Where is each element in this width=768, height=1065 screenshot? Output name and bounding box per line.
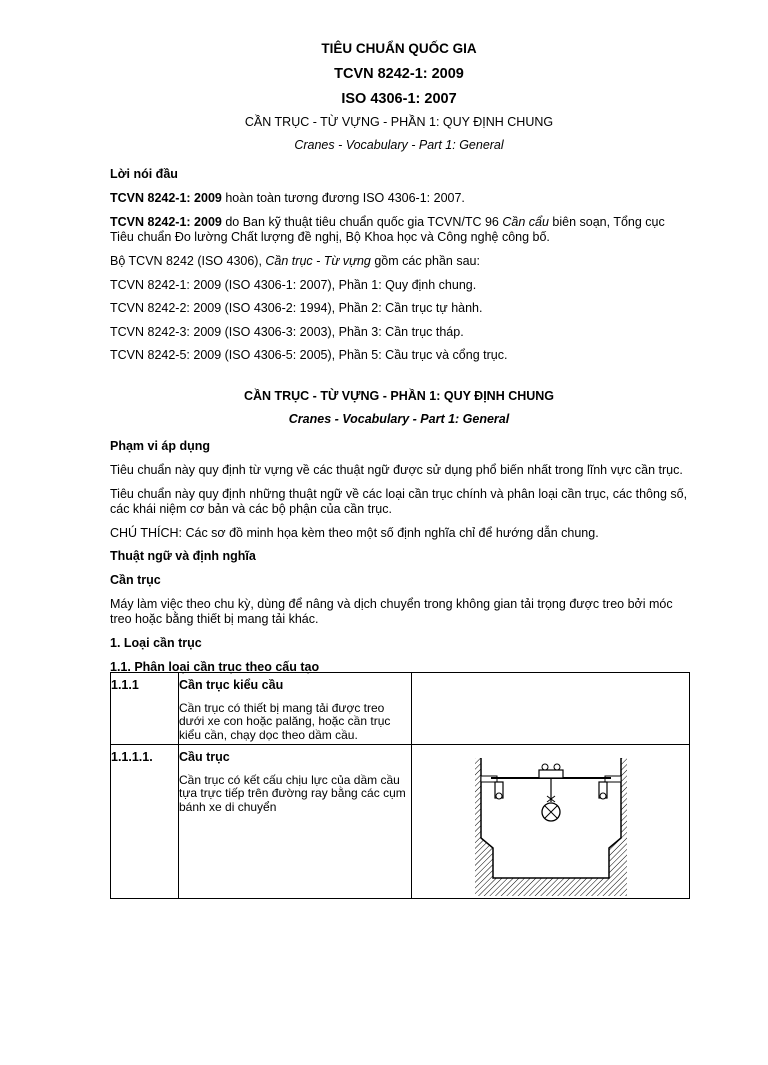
scope-paragraph-2: Tiêu chuẩn này quy định những thuật ngữ về các loại cần trục chính và phân loại cần trục, các thông số, các khái niệm cơ bản và các bộ phận của cần trục.	[110, 486, 688, 517]
foreword-paragraph-2	[110, 215, 688, 246]
section-title: CẦN TRỤC - TỪ VỰNG - PHẦN 1: QUY ĐỊNH CHUNG	[243, 389, 555, 403]
part-list-item: TCVN 8242-1: 2009 (ISO 4306-1: 2007), Phần 1: Quy định chung.	[110, 277, 477, 292]
scope-heading: Phạm vi áp dụng	[110, 439, 211, 454]
iso-code: ISO 4306-1: 2007	[341, 91, 457, 107]
foreword-p3-rest: gồm các phần sau:	[370, 253, 480, 268]
foreword-p1-text: hoàn toàn tương đương ISO 4306-1: 2007.	[221, 191, 465, 205]
term-name: Cầu trục	[179, 750, 230, 764]
standard-type-title: TIÊU CHUẨN QUỐC GIA	[321, 41, 477, 56]
part-list-item: TCVN 8242-2: 2009 (ISO 4306-2: 1994), Phần 2: Cần trục tự hành.	[110, 301, 483, 316]
foreword-p2-code: TCVN 8242-1: 2009	[110, 214, 222, 229]
crane-heading: Cần trục	[110, 573, 161, 587]
foreword-paragraph-1	[110, 191, 688, 207]
illustration-cell	[412, 745, 690, 899]
part-list-item: TCVN 8242-5: 2009 (ISO 4306-5: 2005), Phần 5: Cầu trục và cổng trục.	[110, 348, 508, 363]
foreword-p2-rest: biên soạn, Tổng cục Tiêu chuẩn Đo lường Chất lượng đề nghị, Bộ Khoa học và Công nghệ công bố.	[110, 214, 665, 245]
term-number: 1.1.1	[111, 673, 179, 745]
illustration-cell	[412, 673, 690, 745]
document-title-vi: CẦN TRỤC - TỪ VỰNG - PHẦN 1: QUY ĐỊNH CHUNG	[244, 115, 554, 130]
term-definition: Cần trục có kết cấu chịu lực của dầm cầu tựa trực tiếp trên đường ray bằng các cụm bánh xe di chuyển	[179, 772, 406, 815]
foreword-p3-start: Bộ TCVN 8242 (ISO 4306),	[110, 253, 266, 268]
table-row	[111, 745, 690, 899]
terms-heading: Thuật ngữ và định nghĩa	[110, 549, 256, 564]
term-name: Cần trục kiểu cầu	[179, 678, 284, 692]
document-page	[0, 41, 768, 1065]
term-cell	[179, 745, 412, 899]
term-number: 1.1.1.1.	[111, 745, 179, 899]
foreword-p1-code: TCVN 8242-1: 2009	[110, 191, 222, 205]
tcvn-code: TCVN 8242-1: 2009	[334, 65, 464, 82]
part-list-item: TCVN 8242-3: 2009 (ISO 4306-3: 2003), Phần 3: Cần trục tháp.	[110, 324, 464, 339]
foreword-paragraph-3	[110, 254, 688, 270]
term-definition: Cần trục có thiết bị mang tải được treo dưới xe con hoặc palăng, hoặc cần trục kiểu cần, chạy dọc theo dầm cầu.	[179, 700, 391, 743]
foreword-p2-text: do Ban kỹ thuật tiêu chuẩn quốc gia TCVN/TC 96	[221, 214, 503, 229]
crane-definition: Máy làm việc theo chu kỳ, dùng để nâng và dịch chuyển trong không gian tải trọng được treo bởi móc treo hoặc bằng thiết bị mang tải khác.	[110, 596, 673, 627]
document-header	[110, 41, 688, 153]
scope-paragraph-1: Tiêu chuẩn này quy định từ vựng về các thuật ngữ được sử dụng phổ biến nhất trong lĩnh vực cần trục.	[110, 462, 683, 477]
foreword-heading: Lời nói đầu	[110, 167, 178, 182]
overhead-crane-diagram-icon	[471, 756, 631, 898]
section-subtitle: Cranes - Vocabulary - Part 1: General	[288, 411, 510, 426]
foreword-p3-series-title: Cần trục - Từ vựng	[265, 253, 371, 268]
note-paragraph: CHÚ THÍCH: Các sơ đồ minh họa kèm theo một số định nghĩa chỉ để hướng dẫn chung.	[110, 525, 599, 540]
term-cell	[179, 673, 412, 745]
document-title-en: Cranes - Vocabulary - Part 1: General	[294, 137, 504, 152]
heading-crane-types: 1. Loại cần trục	[110, 635, 202, 650]
terms-table	[110, 672, 690, 899]
table-row	[111, 673, 690, 745]
foreword-p2-committee: Cần cẩu	[502, 214, 549, 229]
heading-crane-classification: 1.1. Phân loại cần trục theo cấu tạo	[110, 659, 320, 674]
